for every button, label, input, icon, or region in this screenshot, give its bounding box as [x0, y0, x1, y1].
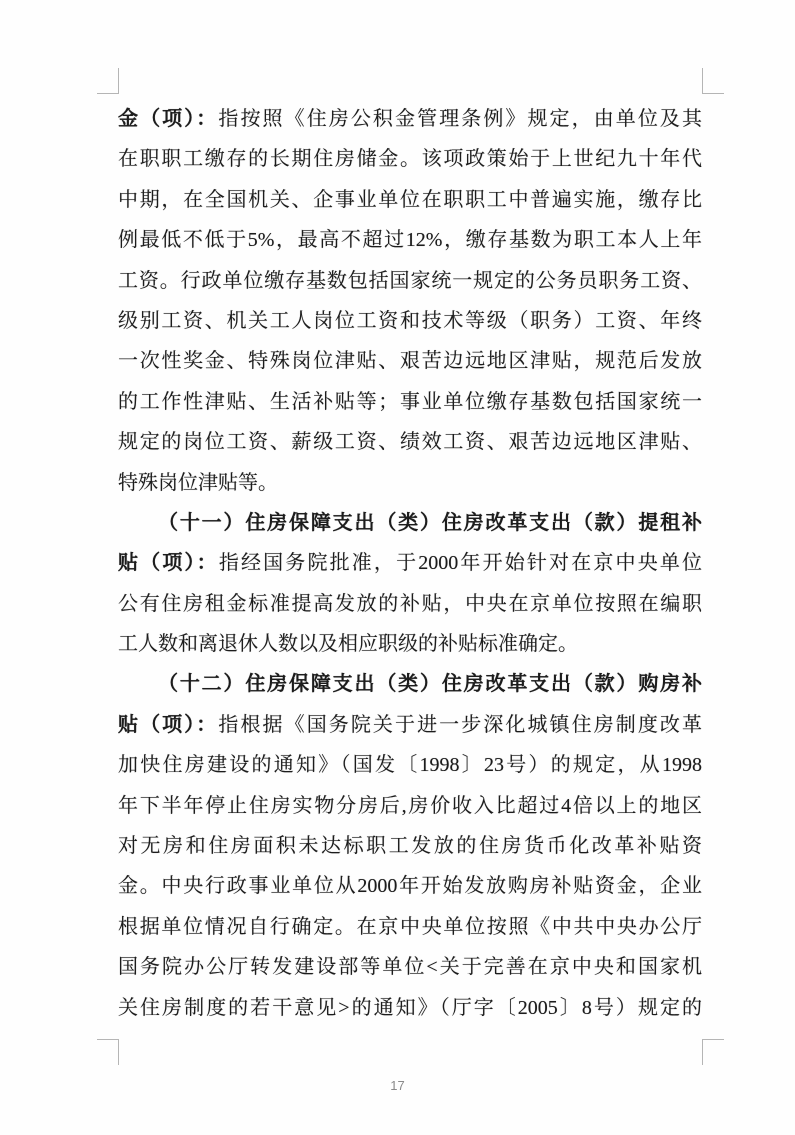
- text-run: 的工作性津贴、生活补贴等；事业单位缴存基数包括国家统一: [118, 390, 702, 413]
- text-run: 中期，在全国机关、企事业单位在职职工中普遍实施，缴存比: [118, 188, 702, 211]
- text-line: [118, 382, 702, 422]
- page-number: 17: [390, 1078, 405, 1093]
- bold-text-run: （十二）住房保障支出（类）住房改革支出（款）购房补: [158, 673, 702, 696]
- bold-text-run: （十一）住房保障支出（类）住房改革支出（款）提租补: [158, 511, 702, 534]
- text-line: [118, 745, 702, 785]
- text-line: [118, 907, 702, 947]
- text-line: [118, 664, 702, 704]
- text-line: [118, 866, 702, 906]
- text-line: [118, 826, 702, 866]
- document-text-block: [118, 99, 702, 1028]
- text-line: [118, 988, 702, 1028]
- text-line: [118, 463, 702, 503]
- crop-mark-bottom-right-icon: [702, 1039, 724, 1065]
- text-line: [118, 180, 702, 220]
- text-line: [118, 99, 702, 139]
- crop-mark-top-left-icon: [97, 68, 119, 94]
- text-line: [118, 422, 702, 462]
- text-run: 指经国务院批准，于2000年开始针对在京中央单位: [218, 552, 702, 575]
- text-line: [118, 947, 702, 987]
- text-run: 工资。行政单位缴存基数包括国家统一规定的公务员职务工资、: [118, 269, 702, 292]
- text-line: [118, 503, 702, 543]
- text-run: 金。中央行政事业单位从2000年开始发放购房补贴资金，企业: [118, 875, 702, 898]
- text-run: 加快住房建设的通知》（国发〔1998〕23号）的规定，从1998: [118, 754, 702, 777]
- crop-mark-top-right-icon: [702, 68, 724, 94]
- text-run: 国务院办公厅转发建设部等单位<关于完善在京中央和国家机: [118, 956, 702, 979]
- text-line: [118, 220, 702, 260]
- text-run: 指根据《国务院关于进一步深化城镇住房制度改革: [218, 713, 702, 736]
- bold-text-run: 金（项）：: [118, 108, 219, 130]
- text-run: 特殊岗位津贴等。: [118, 471, 278, 494]
- text-run: 工人数和离退休人数以及相应职级的补贴标准确定。: [118, 633, 578, 656]
- text-run: 公有住房租金标准提高发放的补贴，中央在京单位按照在编职: [118, 592, 702, 615]
- text-line: [118, 786, 702, 826]
- bold-text-run: 贴（项）：: [118, 552, 219, 575]
- text-line: [118, 301, 702, 341]
- text-run: 对无房和住房面积未达标职工发放的住房货币化改革补贴资: [118, 835, 702, 858]
- text-run: 指按照《住房公积金管理条例》规定，由单位及其: [218, 108, 702, 130]
- bold-text-run: 贴（项）：: [118, 713, 219, 736]
- text-line: [118, 139, 702, 179]
- text-run: 在职职工缴存的长期住房储金。该项政策始于上世纪九十年代: [118, 148, 702, 171]
- crop-mark-bottom-left-icon: [97, 1039, 119, 1065]
- text-line: [118, 543, 702, 583]
- text-run: 级别工资、机关工人岗位工资和技术等级（职务）工资、年终: [118, 309, 702, 332]
- text-line: [118, 624, 702, 664]
- text-run: 年下半年停止住房实物分房后,房价收入比超过4倍以上的地区: [118, 794, 702, 817]
- text-line: [118, 341, 702, 381]
- text-run: 例最低不低于5%，最高不超过12%，缴存基数为职工本人上年: [118, 229, 702, 252]
- text-run: 根据单位情况自行确定。在京中央单位按照《中共中央办公厅: [118, 915, 702, 938]
- text-run: 一次性奖金、特殊岗位津贴、艰苦边远地区津贴，规范后发放: [118, 350, 702, 373]
- text-run: 规定的岗位工资、薪级工资、绩效工资、艰苦边远地区津贴、: [118, 431, 702, 454]
- text-run: 关住房制度的若干意见>的通知》（厅字〔2005〕8号）规定的: [118, 996, 702, 1019]
- text-line: [118, 705, 702, 745]
- text-line: [118, 261, 702, 301]
- text-line: [118, 584, 702, 624]
